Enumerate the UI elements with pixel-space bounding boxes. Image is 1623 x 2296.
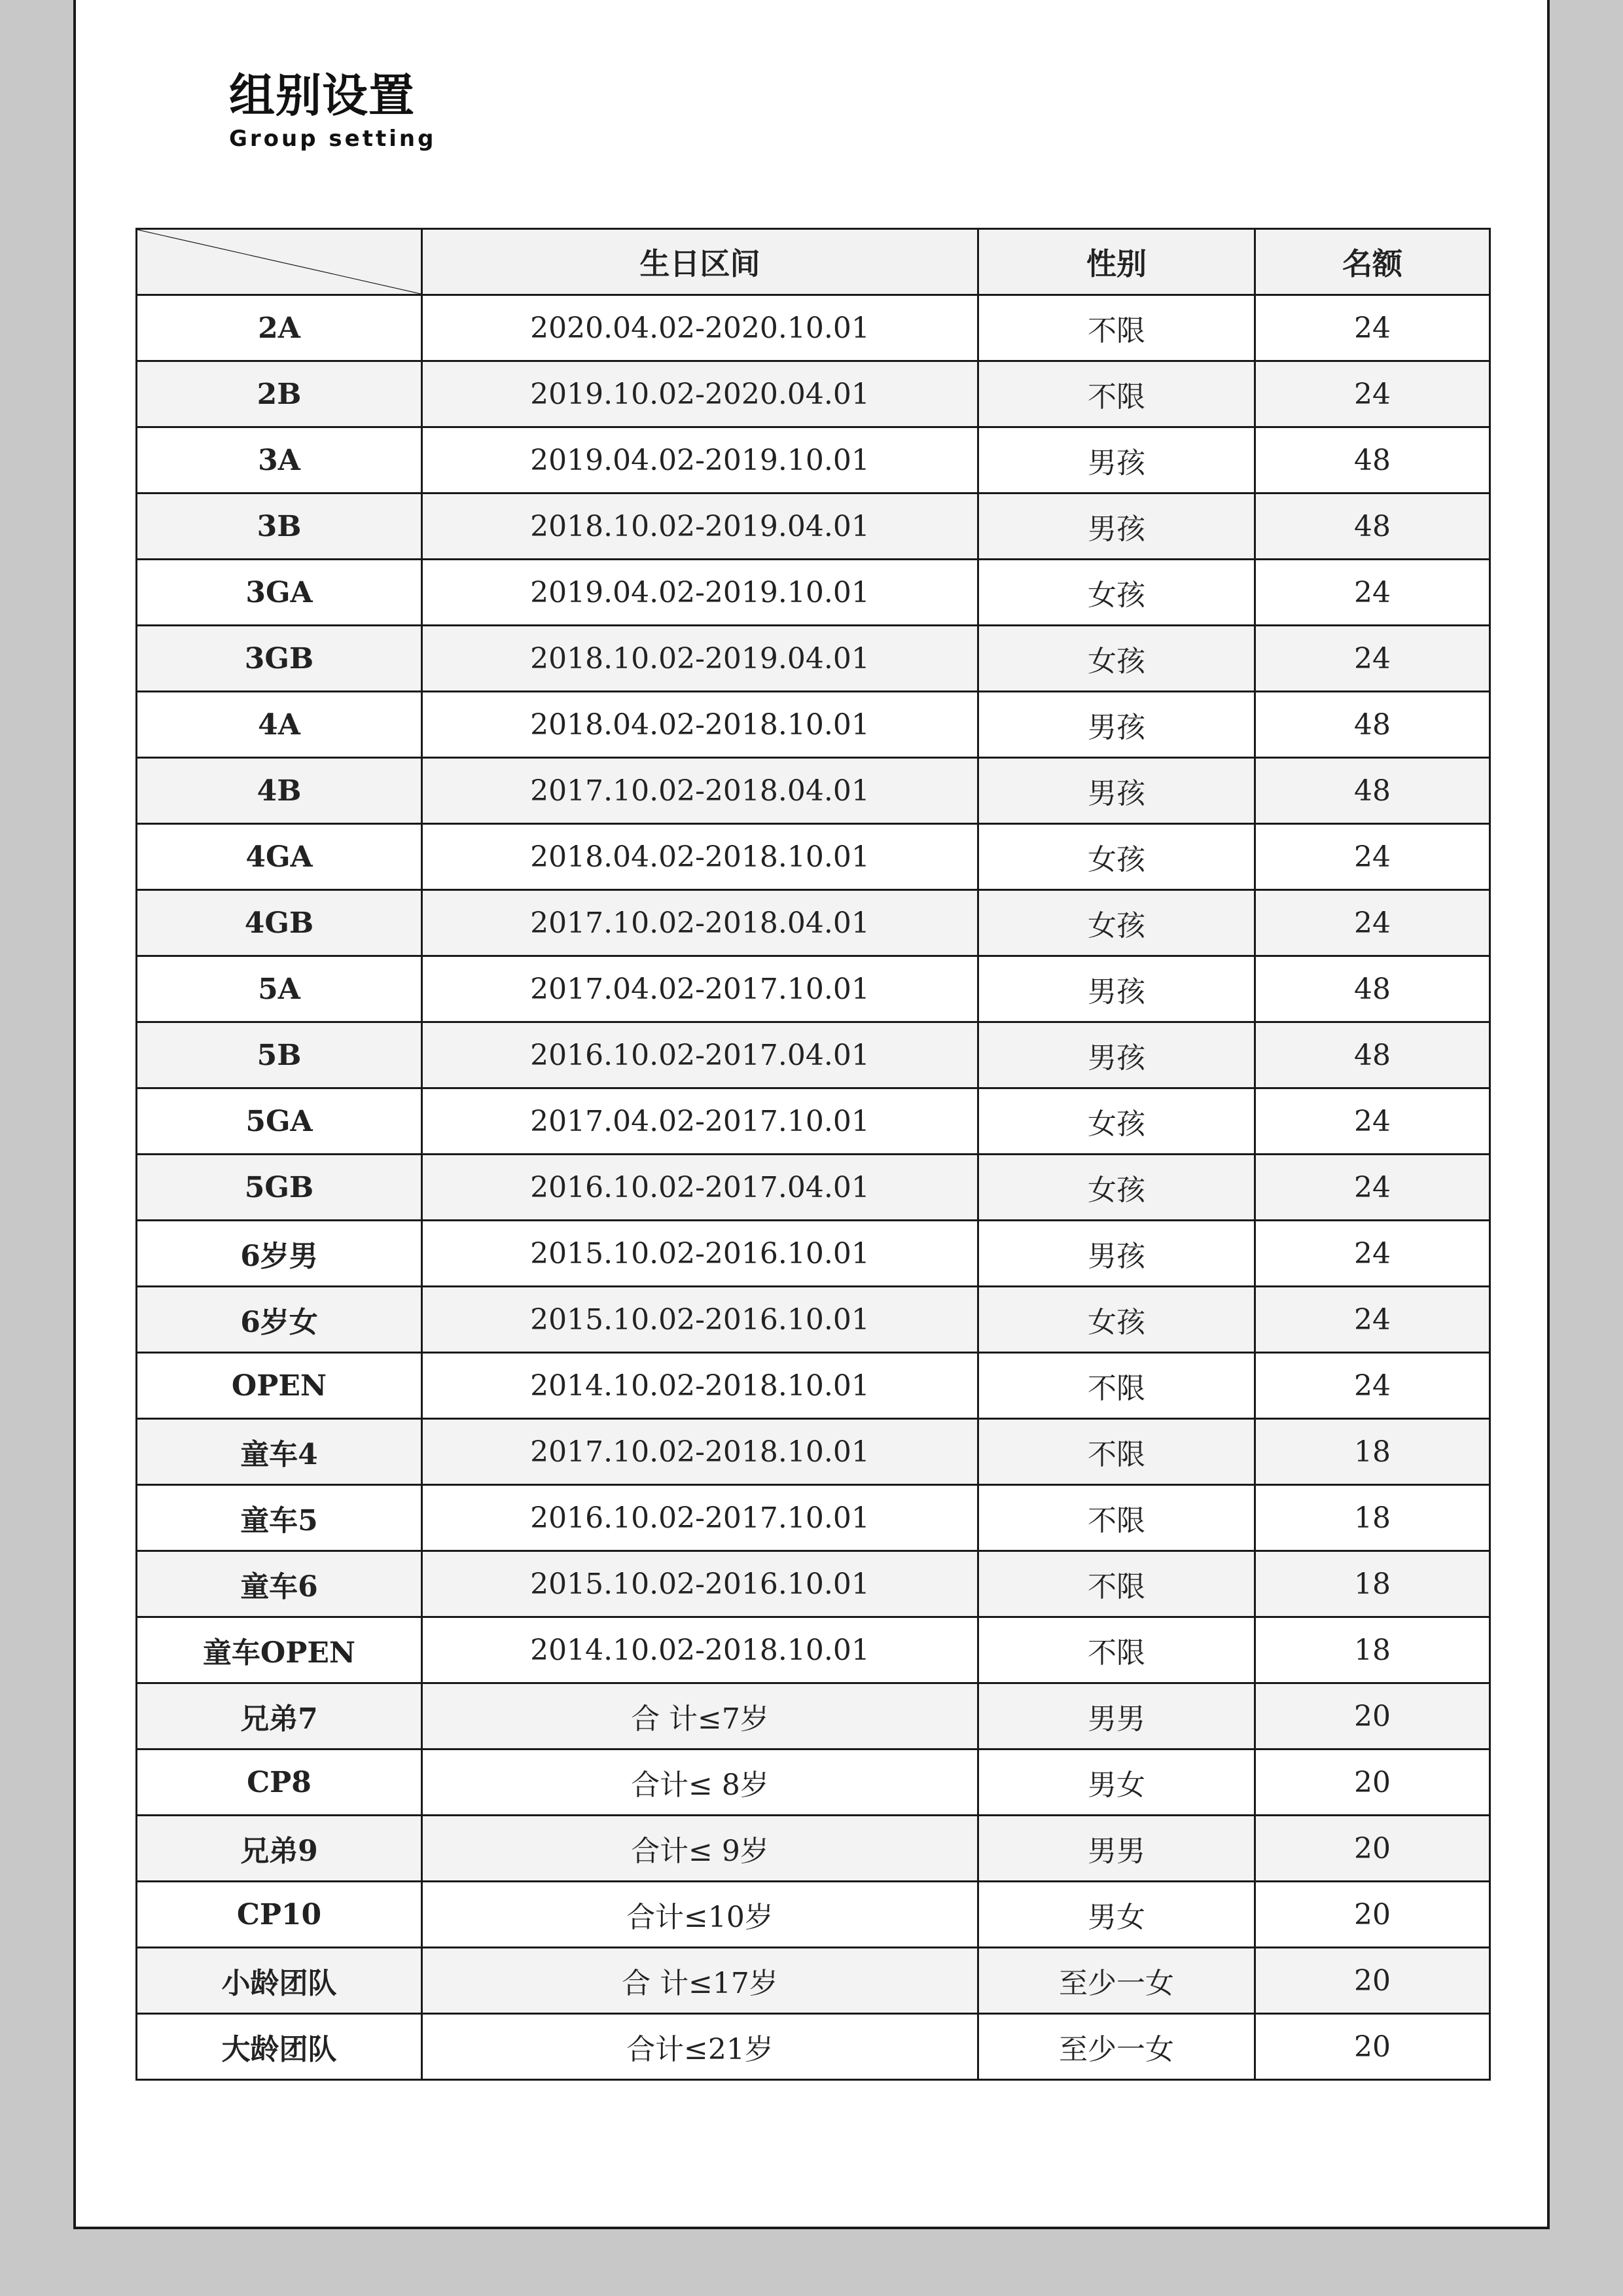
cell-quota: 24	[1255, 1088, 1490, 1155]
table-row	[137, 1551, 1490, 1617]
cell-quota: 20	[1255, 1816, 1490, 1882]
cell-gender: 不限	[978, 1485, 1255, 1551]
cell-gender: 女孩	[978, 560, 1255, 626]
cell-group-name: 5B	[137, 1022, 422, 1088]
table-row	[137, 493, 1490, 560]
table-row	[137, 1485, 1490, 1551]
table-corner-cell	[137, 229, 422, 295]
cell-group-name: 3B	[137, 493, 422, 560]
cell-gender: 男孩	[978, 956, 1255, 1022]
cell-birth-range: 合 计≤7岁	[422, 1683, 978, 1749]
cell-group-name: 童车5	[137, 1485, 422, 1551]
table-row	[137, 1948, 1490, 2014]
cell-group-name: 4A	[137, 692, 422, 758]
table-row	[137, 2014, 1490, 2080]
cell-gender: 女孩	[978, 1155, 1255, 1221]
cell-birth-range: 2017.10.02-2018.04.01	[422, 890, 978, 956]
cell-quota: 24	[1255, 1221, 1490, 1287]
table-row	[137, 1287, 1490, 1353]
cell-birth-range: 2017.04.02-2017.10.01	[422, 956, 978, 1022]
cell-group-name: 6岁女	[137, 1287, 422, 1353]
cell-quota: 20	[1255, 1882, 1490, 1948]
cell-gender: 不限	[978, 1353, 1255, 1419]
cell-group-name: 4GA	[137, 824, 422, 890]
table-row	[137, 890, 1490, 956]
cell-quota: 48	[1255, 427, 1490, 493]
cell-group-name: 兄弟7	[137, 1683, 422, 1749]
table-row	[137, 1749, 1490, 1816]
cell-group-name: 2A	[137, 295, 422, 361]
cell-gender: 不限	[978, 1551, 1255, 1617]
cell-quota: 24	[1255, 560, 1490, 626]
cell-birth-range: 2018.04.02-2018.10.01	[422, 692, 978, 758]
cell-quota: 20	[1255, 1749, 1490, 1816]
cell-quota: 24	[1255, 1287, 1490, 1353]
cell-quota: 18	[1255, 1617, 1490, 1683]
cell-quota: 18	[1255, 1485, 1490, 1551]
cell-birth-range: 2016.10.02-2017.04.01	[422, 1155, 978, 1221]
cell-quota: 48	[1255, 1022, 1490, 1088]
header-gender: 性别	[978, 229, 1255, 295]
cell-gender: 不限	[978, 295, 1255, 361]
cell-birth-range: 2018.10.02-2019.04.01	[422, 493, 978, 560]
cell-group-name: 大龄团队	[137, 2014, 422, 2080]
cell-gender: 女孩	[978, 626, 1255, 692]
cell-group-name: OPEN	[137, 1353, 422, 1419]
cell-birth-range: 合计≤ 9岁	[422, 1816, 978, 1882]
cell-birth-range: 2017.10.02-2018.10.01	[422, 1419, 978, 1485]
cell-quota: 24	[1255, 890, 1490, 956]
cell-gender: 男孩	[978, 1022, 1255, 1088]
cell-birth-range: 2015.10.02-2016.10.01	[422, 1221, 978, 1287]
cell-quota: 48	[1255, 956, 1490, 1022]
table-row	[137, 295, 1490, 361]
table-row	[137, 758, 1490, 824]
cell-group-name: 童车6	[137, 1551, 422, 1617]
cell-birth-range: 2019.10.02-2020.04.01	[422, 361, 978, 427]
cell-quota: 20	[1255, 1683, 1490, 1749]
table-row	[137, 1088, 1490, 1155]
header-quota: 名额	[1255, 229, 1490, 295]
cell-gender: 至少一女	[978, 1948, 1255, 2014]
cell-group-name: CP8	[137, 1749, 422, 1816]
table-row	[137, 427, 1490, 493]
cell-group-name: 4GB	[137, 890, 422, 956]
table-row	[137, 1022, 1490, 1088]
cell-birth-range: 2014.10.02-2018.10.01	[422, 1617, 978, 1683]
page-subtitle: Group setting	[229, 126, 437, 152]
cell-gender: 女孩	[978, 1088, 1255, 1155]
cell-birth-range: 2014.10.02-2018.10.01	[422, 1353, 978, 1419]
cell-group-name: 3GA	[137, 560, 422, 626]
table-row	[137, 1221, 1490, 1287]
cell-quota: 18	[1255, 1551, 1490, 1617]
cell-group-name: 6岁男	[137, 1221, 422, 1287]
table-row	[137, 1419, 1490, 1485]
cell-quota: 20	[1255, 1948, 1490, 2014]
table-row	[137, 692, 1490, 758]
section-heading	[229, 68, 436, 152]
cell-birth-range: 合计≤10岁	[422, 1882, 978, 1948]
cell-quota: 48	[1255, 758, 1490, 824]
cell-quota: 24	[1255, 1353, 1490, 1419]
cell-group-name: 4B	[137, 758, 422, 824]
table-row	[137, 1816, 1490, 1882]
cell-gender: 女孩	[978, 1287, 1255, 1353]
cell-group-name: 3GB	[137, 626, 422, 692]
cell-quota: 48	[1255, 493, 1490, 560]
cell-gender: 不限	[978, 361, 1255, 427]
cell-quota: 24	[1255, 361, 1490, 427]
cell-birth-range: 2019.04.02-2019.10.01	[422, 560, 978, 626]
table-row	[137, 1683, 1490, 1749]
cell-birth-range: 合计≤21岁	[422, 2014, 978, 2080]
cell-group-name: CP10	[137, 1882, 422, 1948]
cell-group-name: 5GB	[137, 1155, 422, 1221]
cell-birth-range: 合 计≤17岁	[422, 1948, 978, 2014]
page-title: 组别设置	[229, 69, 415, 122]
table-row	[137, 1882, 1490, 1948]
cell-group-name: 童车OPEN	[137, 1617, 422, 1683]
table-row	[137, 956, 1490, 1022]
cell-gender: 不限	[978, 1617, 1255, 1683]
table-header-row	[137, 229, 1490, 295]
cell-quota: 20	[1255, 2014, 1490, 2080]
table-row	[137, 1155, 1490, 1221]
cell-birth-range: 2016.10.02-2017.04.01	[422, 1022, 978, 1088]
table-row	[137, 626, 1490, 692]
cell-group-name: 5GA	[137, 1088, 422, 1155]
cell-quota: 48	[1255, 692, 1490, 758]
cell-birth-range: 2019.04.02-2019.10.01	[422, 427, 978, 493]
table-body	[137, 295, 1490, 2080]
cell-birth-range: 2017.04.02-2017.10.01	[422, 1088, 978, 1155]
cell-quota: 18	[1255, 1419, 1490, 1485]
cell-birth-range: 2018.10.02-2019.04.01	[422, 626, 978, 692]
group-settings-table	[135, 228, 1491, 2081]
cell-birth-range: 2020.04.02-2020.10.01	[422, 295, 978, 361]
table-row	[137, 560, 1490, 626]
cell-gender: 不限	[978, 1419, 1255, 1485]
table-row	[137, 824, 1490, 890]
cell-gender: 男孩	[978, 493, 1255, 560]
cell-gender: 女孩	[978, 824, 1255, 890]
cell-group-name: 童车4	[137, 1419, 422, 1485]
cell-birth-range: 2016.10.02-2017.10.01	[422, 1485, 978, 1551]
cell-gender: 男孩	[978, 1221, 1255, 1287]
cell-group-name: 5A	[137, 956, 422, 1022]
cell-gender: 男女	[978, 1882, 1255, 1948]
cell-birth-range: 2015.10.02-2016.10.01	[422, 1551, 978, 1617]
cell-group-name: 小龄团队	[137, 1948, 422, 2014]
cell-birth-range: 2015.10.02-2016.10.01	[422, 1287, 978, 1353]
table-row	[137, 361, 1490, 427]
cell-gender: 男孩	[978, 427, 1255, 493]
cell-group-name: 2B	[137, 361, 422, 427]
cell-gender: 女孩	[978, 890, 1255, 956]
cell-birth-range: 2018.04.02-2018.10.01	[422, 824, 978, 890]
cell-quota: 24	[1255, 295, 1490, 361]
cell-gender: 至少一女	[978, 2014, 1255, 2080]
header-birth-range: 生日区间	[422, 229, 978, 295]
table-row	[137, 1353, 1490, 1419]
cell-gender: 男女	[978, 1749, 1255, 1816]
cell-birth-range: 合计≤ 8岁	[422, 1749, 978, 1816]
cell-quota: 24	[1255, 1155, 1490, 1221]
cell-birth-range: 2017.10.02-2018.04.01	[422, 758, 978, 824]
cell-quota: 24	[1255, 824, 1490, 890]
table-row	[137, 1617, 1490, 1683]
cell-quota: 24	[1255, 626, 1490, 692]
cell-group-name: 兄弟9	[137, 1816, 422, 1882]
cell-group-name: 3A	[137, 427, 422, 493]
cell-gender: 男孩	[978, 758, 1255, 824]
cell-gender: 男孩	[978, 692, 1255, 758]
diagonal-divider	[137, 230, 421, 294]
cell-gender: 男男	[978, 1816, 1255, 1882]
cell-gender: 男男	[978, 1683, 1255, 1749]
